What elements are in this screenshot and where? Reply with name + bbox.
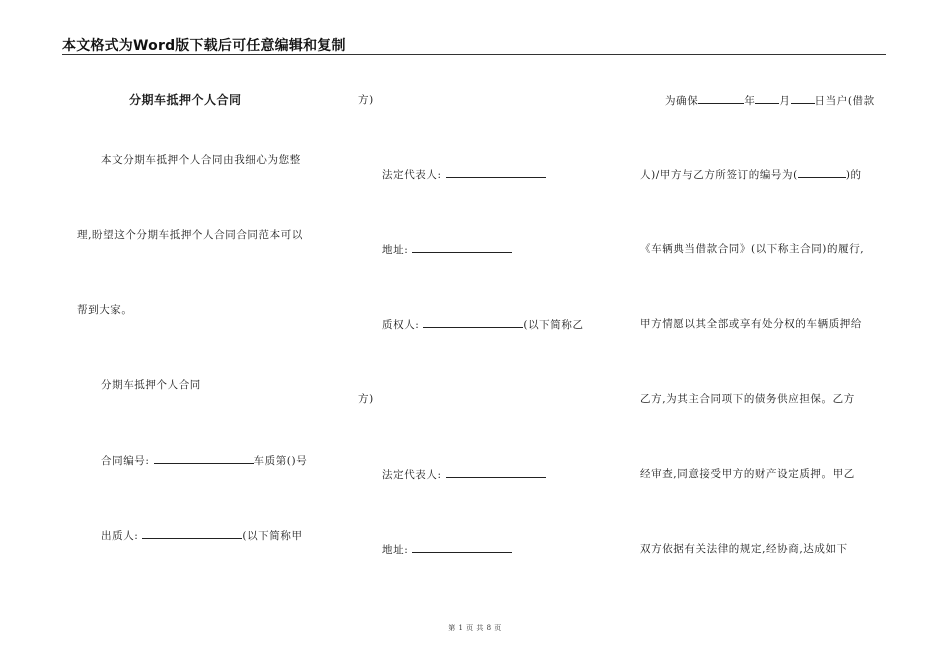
- clause-line-1-prefix: 为确保: [665, 95, 699, 107]
- clause-line-6: 经审查,同意接受甲方的财产设定质押。甲乙: [640, 468, 855, 480]
- page-number: 第 1 页 共 8 页: [448, 624, 502, 632]
- legal-rep-line-1: [382, 167, 546, 182]
- clause-line-4: 甲方情愿以其全部或享有处分权的车辆质押给: [640, 318, 862, 330]
- contract-number-line: [101, 453, 307, 468]
- clause-line-5: 乙方,为其主合同项下的债务供应担保。乙方: [640, 393, 855, 405]
- address-blank-2: [412, 542, 512, 553]
- clause-line-1-suffix: 日当户(借款: [814, 95, 875, 107]
- intro-line-1: 本文分期车抵押个人合同由我细心为您整: [101, 154, 301, 166]
- year-blank: [698, 93, 744, 104]
- header-text: 本文格式为Word版下载后可任意编辑和复制: [62, 38, 346, 54]
- year-label: 年: [744, 95, 756, 107]
- pledgor-blank: [142, 528, 242, 539]
- clause-line-7: 双方依据有关法律的规定,经协商,达成如下: [640, 543, 848, 555]
- legal-rep-blank-2: [446, 467, 546, 478]
- address-label-2: 地址:: [382, 544, 409, 556]
- column-2: [330, 0, 630, 672]
- clause-line-2-prefix: 人)/甲方与乙方所签订的编号为(: [640, 169, 798, 181]
- month-blank: [755, 93, 779, 104]
- address-blank-1: [412, 242, 512, 253]
- contract-id-blank: [798, 167, 846, 178]
- pledgee-suffix: (以下简称乙: [523, 319, 584, 331]
- pledgor-line: [101, 528, 303, 543]
- address-line-1: [382, 242, 512, 257]
- column-1: [0, 0, 330, 672]
- month-label: 月: [779, 95, 791, 107]
- clause-line-3: 《车辆典当借款合同》(以下称主合同)的履行,: [640, 243, 865, 255]
- clause-line-2-suffix: )的: [845, 169, 862, 181]
- address-line-2: [382, 542, 512, 557]
- legal-rep-label-2: 法定代表人:: [382, 469, 442, 481]
- pledgor-label: 出质人:: [101, 530, 139, 542]
- clause-line-1: [665, 93, 875, 108]
- party-b-end: 方): [358, 393, 374, 405]
- pledgee-label: 质权人:: [382, 319, 420, 331]
- clause-line-2: [640, 167, 862, 182]
- document-title: 分期车抵押个人合同: [129, 93, 242, 107]
- contract-number-suffix: 车质第()号: [253, 455, 308, 467]
- contract-number-blank: [154, 453, 254, 464]
- pledgor-suffix: (以下简称甲: [242, 530, 303, 542]
- contract-subtitle: 分期车抵押个人合同: [101, 379, 201, 391]
- intro-line-2: 理,盼望这个分期车抵押个人合同合同范本可以: [77, 229, 303, 241]
- legal-rep-label-1: 法定代表人:: [382, 169, 442, 181]
- intro-line-3: 帮到大家。: [77, 304, 133, 316]
- party-a-end: 方): [358, 94, 374, 106]
- address-label-1: 地址:: [382, 244, 409, 256]
- legal-rep-blank-1: [446, 167, 546, 178]
- pledgee-blank: [423, 317, 523, 328]
- legal-rep-line-2: [382, 467, 546, 482]
- day-blank: [791, 93, 815, 104]
- column-3: [630, 0, 890, 672]
- contract-number-label: 合同编号:: [101, 455, 150, 467]
- pledgee-line: [382, 317, 584, 332]
